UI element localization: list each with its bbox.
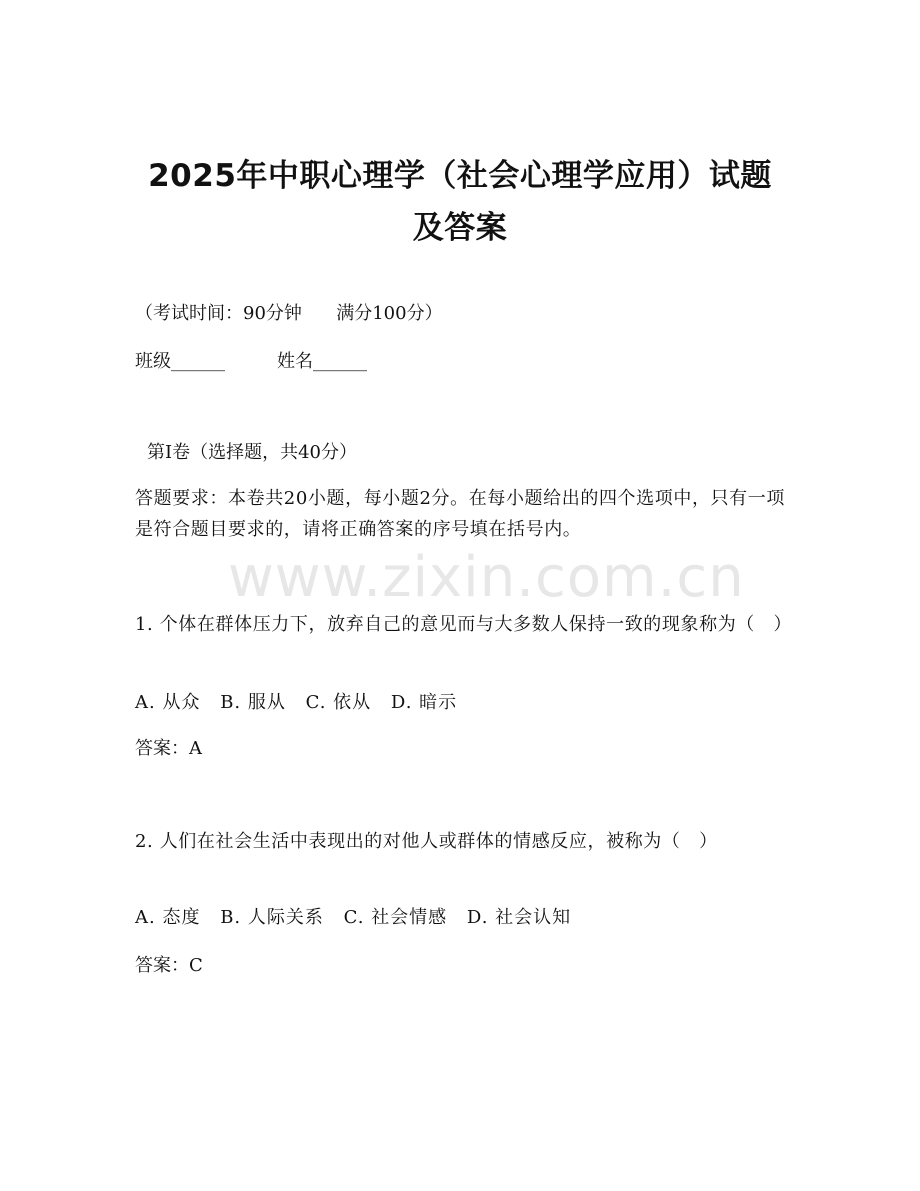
title-line-1: 2025年中职心理学（社会心理学应用）试题 [148,158,772,194]
option-d: D. 暗示 [390,692,458,713]
option-a: A. 从众 [135,692,201,713]
option-c: C. 社会情感 [343,907,448,928]
question-1-answer: 答案：A [135,738,202,759]
class-label: 班级______ [135,351,225,372]
answer-requirements: 答题要求：本卷共20小题，每小题2分。在每小题给出的四个选项中，只有一项是符合题目要求的，请将正确答案的序号填在括号内。 [135,488,785,540]
question-2-stem: 2. 人们在社会生活中表现出的对他人或群体的情感反应，被称为（ ） [135,831,718,852]
option-b: B. 服从 [220,692,286,713]
student-info-line [135,348,367,376]
watermark: www.zixin.com.cn [228,545,745,610]
section-title: 第I卷（选择题，共40分） [147,442,358,463]
question-2-answer: 答案：C [135,955,203,976]
question-1-options [135,689,471,717]
name-label: 姓名______ [277,351,367,372]
option-a: A. 态度 [135,907,201,928]
question-2-options [135,904,585,932]
document-title [100,150,820,254]
option-c: C. 依从 [305,692,372,713]
option-b: B. 人际关系 [220,907,324,928]
option-d: D. 社会认知 [466,907,572,928]
title-line-2: 及答案 [412,210,508,246]
exam-info: （考试时间：90分钟 满分100分） [135,303,443,324]
question-1-stem: 1. 个体在群体压力下，放弃自己的意见而与大多数人保持一致的现象称为（ ） [135,614,793,635]
